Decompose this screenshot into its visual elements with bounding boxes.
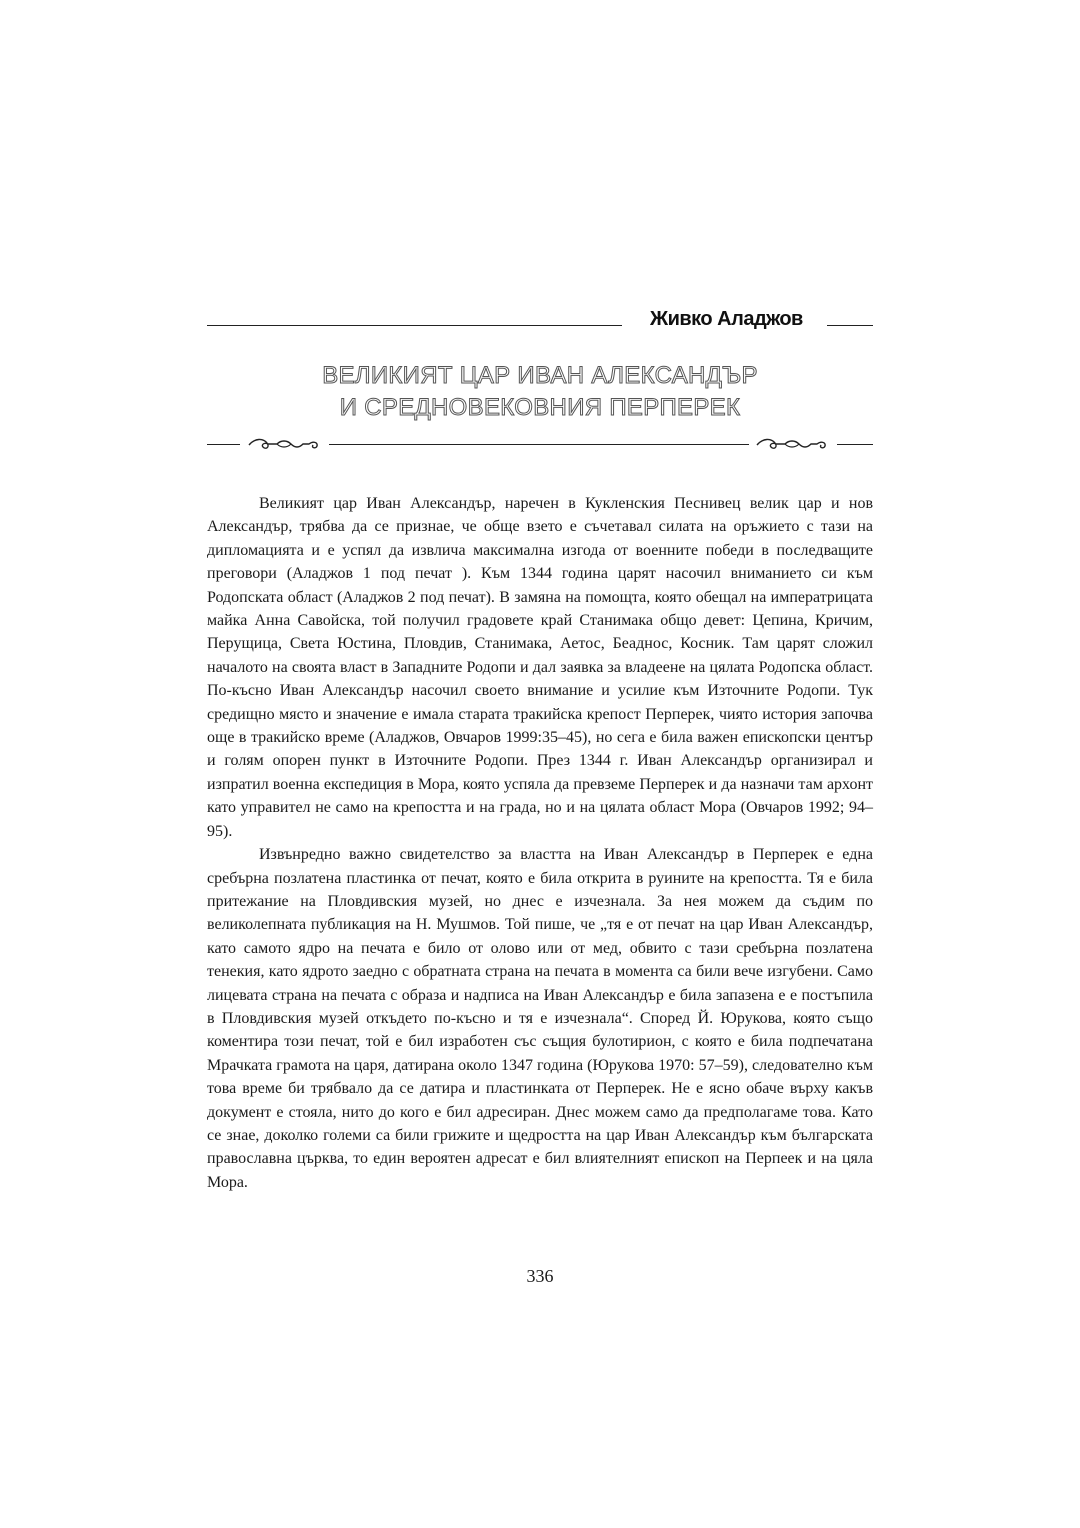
article-title	[207, 360, 873, 424]
header-rule-right	[827, 325, 873, 326]
article-body	[207, 492, 873, 1194]
body-paragraph: Извънредно важно свидетелство за властта на Иван Александър в Перперек е една сребърна позлатена пластинка от печат, която е била открита в руините на крепостта. Тя е била притежание на Пловдивския музей, но днес е изчезнала. За нея можем да съдим по великолепната публикация на Н. Мушмов. Той пише, че „тя е от печат на цар Иван Александър, като самото ядро на печата е било от олово или от мед, обвито с тази сребърна позлатена тенекия, като ядрото заедно с обратната страна на печата в момента са били вече изгубени. Само лицевата страна на печата с образа и надписа на Иван Александър е била запазена е е постъпила в Пловдивския музей откъдето по-късно и тя е изчезнала“. Според Й. Юрукова, която също коментира този печат, той е бил изработен със същия булотирион, с която е била подпечатана Мрачката грамота на царя, датирана около 1347 година (Юрукова 1970: 57–59), следователно към това време би трябвало да се датира и пластинката от Перперек. Не е ясно обаче върху какъв документ е стояла, нито до кого е бил адресиран. Днес можем само да предполагаме това. Като се знае, доколко големи са били грижите и щедростта на цар Иван Александър към българската православна църква, то един вероятен адресат е бил влиятелният епископ на Перпеек и на цяла Мора.	[207, 846, 873, 1191]
page-number: 336	[526, 1266, 554, 1286]
ornament-rule-center	[329, 444, 749, 445]
title-line-2: И СРЕДНОВЕКОВНИЯ ПЕРПЕРЕК	[339, 394, 741, 421]
ornament-rule-right	[837, 444, 873, 445]
title-ornament-divider	[207, 434, 873, 454]
scroll-flourish-icon	[247, 434, 323, 454]
title-line-1: ВЕЛИКИЯТ ЦАР ИВАН АЛЕКСАНДЪР	[322, 362, 758, 389]
body-paragraph: Великият цар Иван Александър, наречен в Кукленския Песнивец велик цар и нов Александър, трябва да се признае, че общe взето е съчетавал силата на оръжието с тази на дипломацията и е успял да извлича максимална изгода от военните победи в последващите преговори (Аладжов 1 под печат ). Към 1344 година царят насочил вниманието си към Родопската област (Аладжов 2 под печат). В замяна на помощта, която обещал на императрицата майка Анна Савойска, той получил градовете край Станимака общо девет: Цепина, Кричим, Перущица, Света Юстина, Пловдив, Станимака, Аетос, Беаднос, Косник. Там царят сложил началото на своята власт в Западните Родопи и дал заявка за владеене на цялата Родопска област. По-късно Иван Александър насочил своето внимание и усилие към Източните Родопи. Тук средищно място и значение е имала старата тракийска крепост Перперек, чиято история започва още в тракийско време (Аладжов, Овчаров 1999:35–45), но сега е била важен епископски център и голям опорен пункт в Източните Родопи. През 1344 г. Иван Александър организирал и изпратил военна експедиция в Мора, която успяла да превземе Перперек и да назначи там архонт като управител не само на крепостта и на града, но и на цялата област Мора (Овчаров 1992; 94–95).	[207, 495, 873, 840]
ornament-rule-left	[207, 444, 240, 445]
author-name: Живко Аладжов	[650, 308, 803, 330]
header-rule-left	[207, 325, 622, 326]
running-header	[207, 308, 873, 338]
scroll-flourish-icon	[755, 434, 831, 454]
